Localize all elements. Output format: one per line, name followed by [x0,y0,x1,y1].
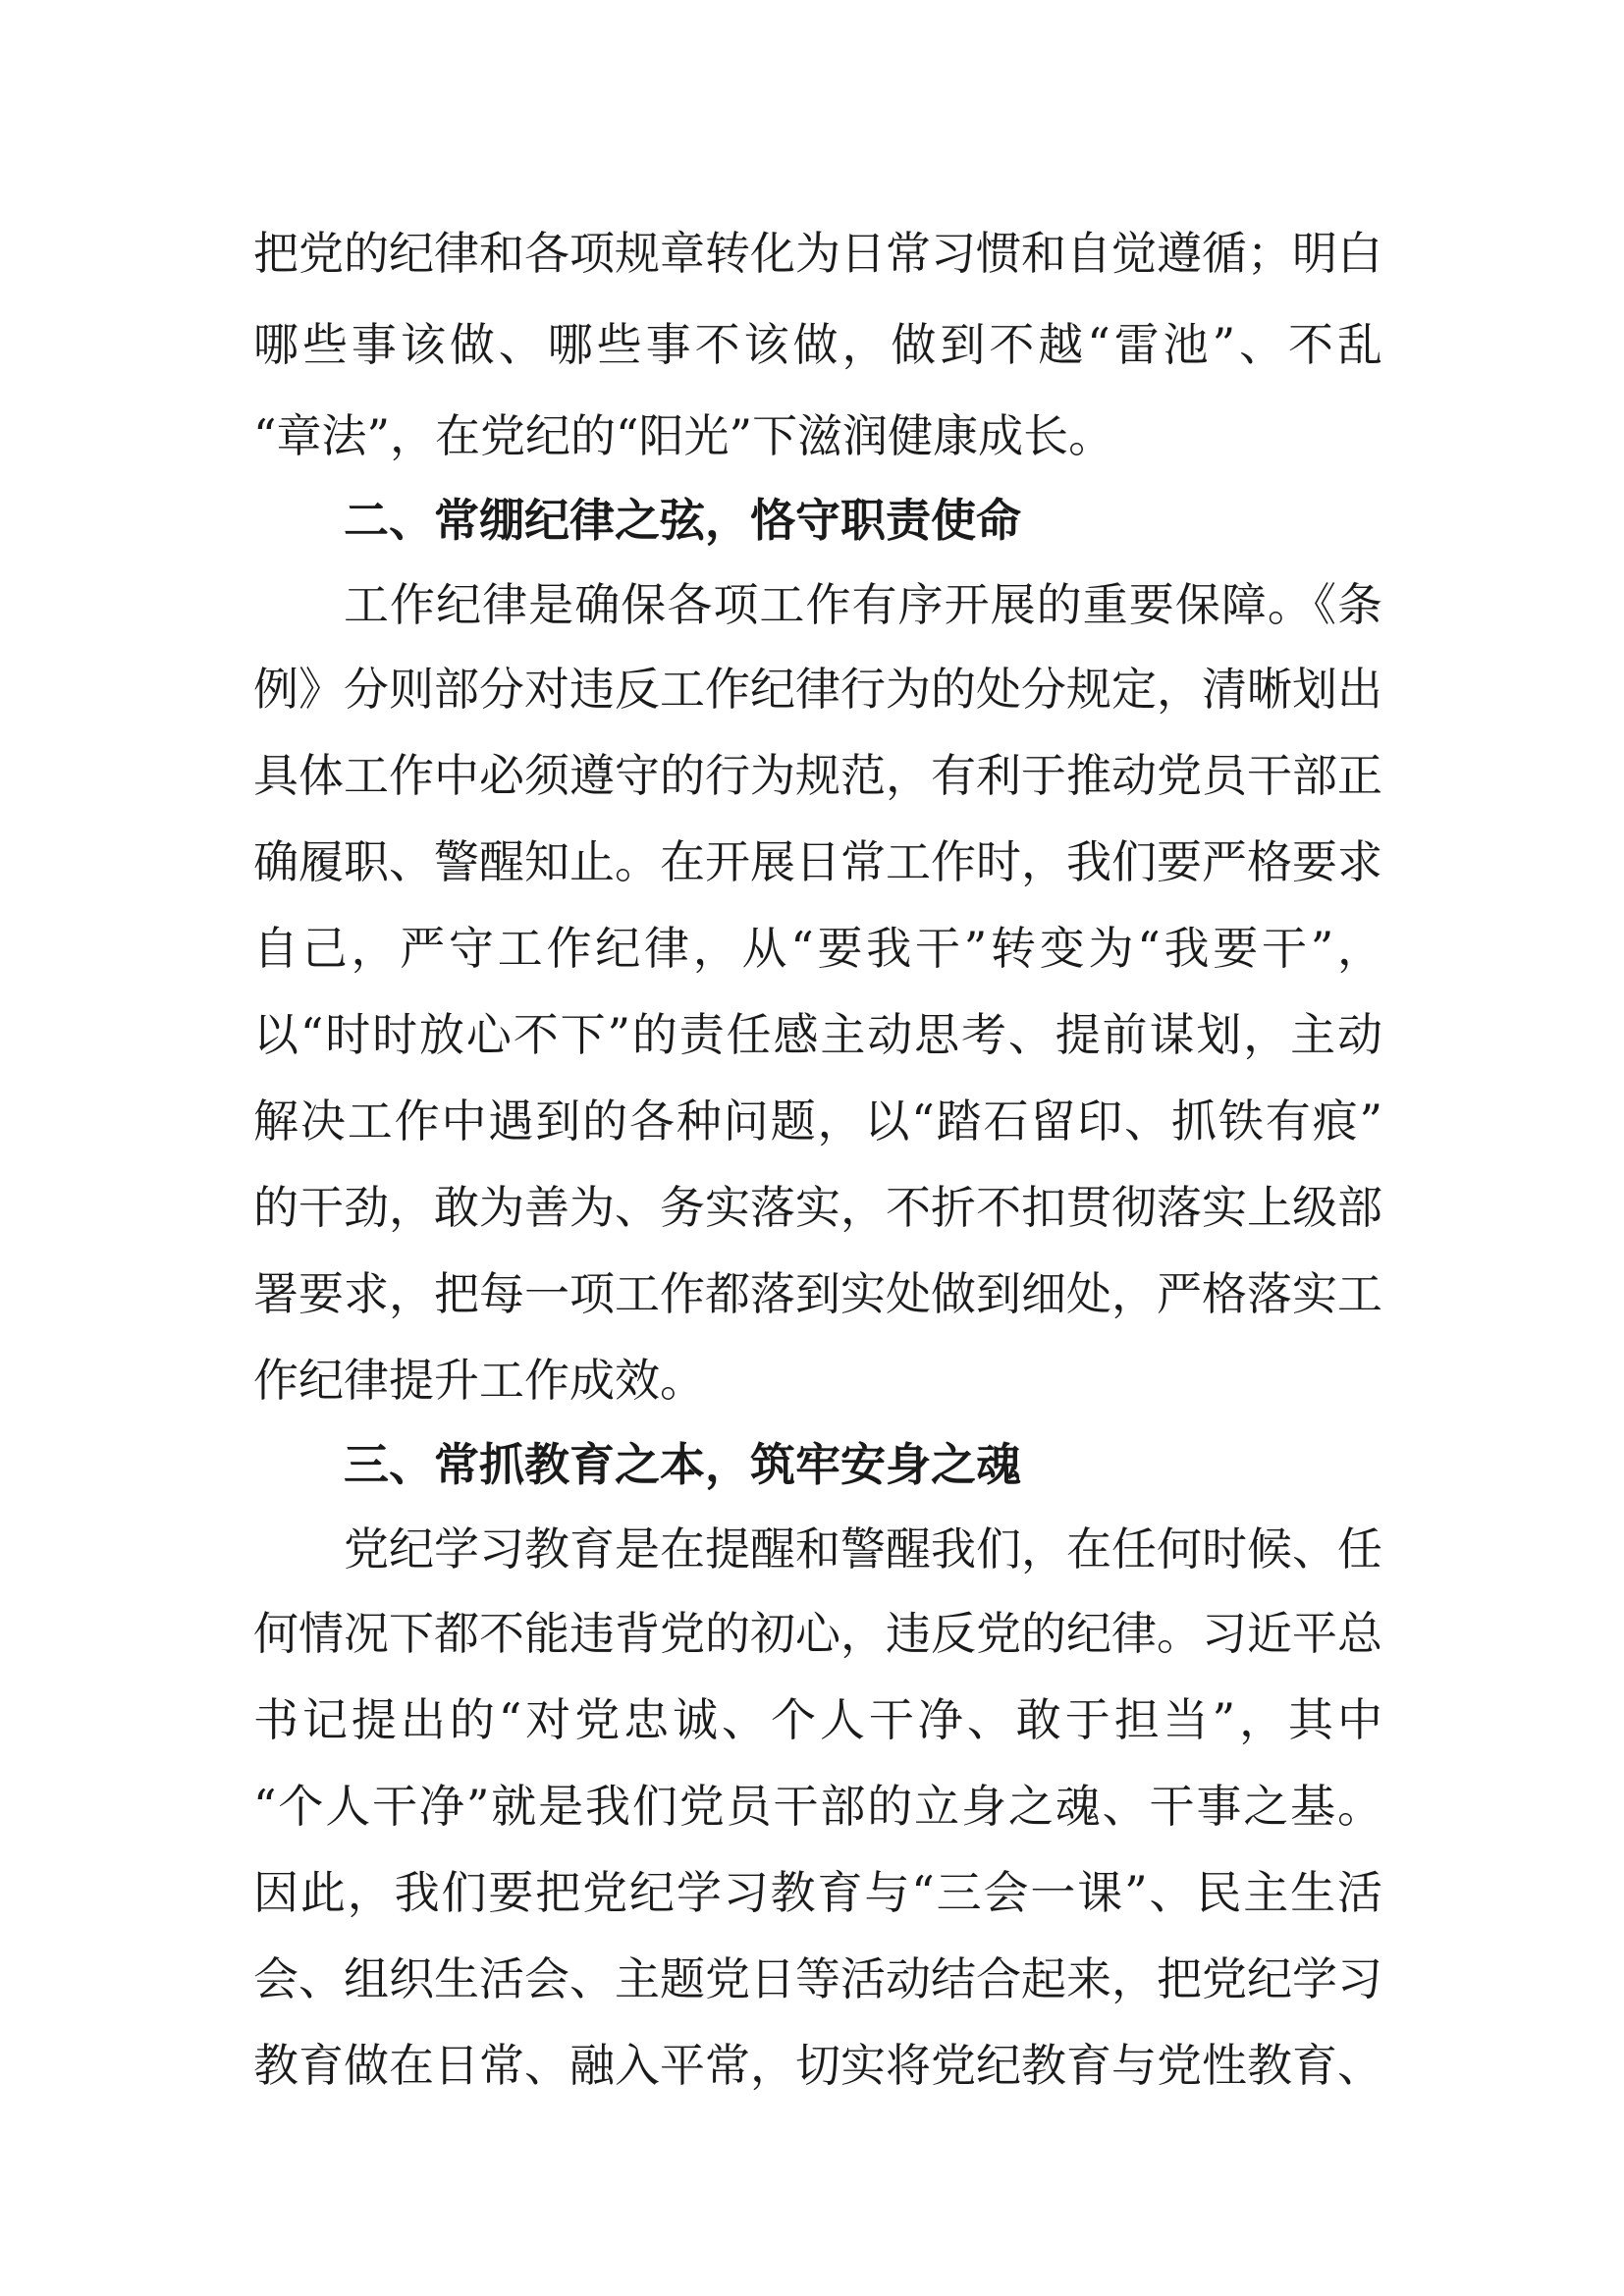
paragraph-line: 自己，严守工作纪律，从“要我干”转变为“我要干”， [253,922,1382,975]
paragraph-line: 把党的纪律和各项规章转化为日常习惯和自觉遵循；明白 [253,227,1382,280]
paragraph-line: 的干劲，敢为善为、务实落实，不折不扣贯彻落实上级部 [253,1181,1382,1234]
paragraph-line: 哪些事该做、哪些事不该做，做到不越“雷池”、不乱 [253,318,1382,371]
paragraph-line: 工作纪律是确保各项工作有序开展的重要保障。《条 [344,578,1382,631]
section-heading-2: 二、常绷纪律之弦，恪守职责使命 [344,494,1021,547]
paragraph-line: “个人干净”就是我们党员干部的立身之魂、干事之基。 [253,1780,1382,1833]
paragraph-line: 因此，我们要把党纪学习教育与“三会一课”、民主生活 [253,1866,1382,1919]
paragraph-line: 党纪学习教育是在提醒和警醒我们，在任何时候、任 [344,1522,1382,1575]
paragraph-line: 何情况下都不能违背党的初心，违反党的纪律。习近平总 [253,1607,1382,1660]
paragraph-line: 署要求，把每一项工作都落到实处做到细处，严格落实工 [253,1267,1382,1320]
paragraph-line: 以“时时放心不下”的责任感主动思考、提前谋划，主动 [253,1008,1382,1061]
paragraph-line: 解决工作中遇到的各种问题，以“踏石留印、抓铁有痕” [253,1095,1382,1148]
paragraph-line: 教育做在日常、融入平常，切实将党纪教育与党性教育、 [253,2039,1382,2092]
paragraph-line: 书记提出的“对党忠诚、个人干净、敢于担当”，其中 [253,1693,1382,1746]
paragraph-line: “章法”，在党纪的“阳光”下滋润健康成长。 [253,409,1114,462]
section-heading-3: 三、常抓教育之本，筑牢安身之魂 [344,1438,1021,1491]
paragraph-line: 例》分则部分对违反工作纪律行为的处分规定，清晰划出 [253,663,1382,716]
paragraph-line: 会、组织生活会、主题党日等活动结合起来，把党纪学习 [253,1952,1382,2005]
paragraph-line: 确履职、警醒知止。在开展日常工作时，我们要严格要求 [253,835,1382,888]
paragraph-line: 具体工作中必须遵守的行为规范，有利于推动党员干部正 [253,749,1382,802]
paragraph-line: 作纪律提升工作成效。 [253,1354,705,1407]
